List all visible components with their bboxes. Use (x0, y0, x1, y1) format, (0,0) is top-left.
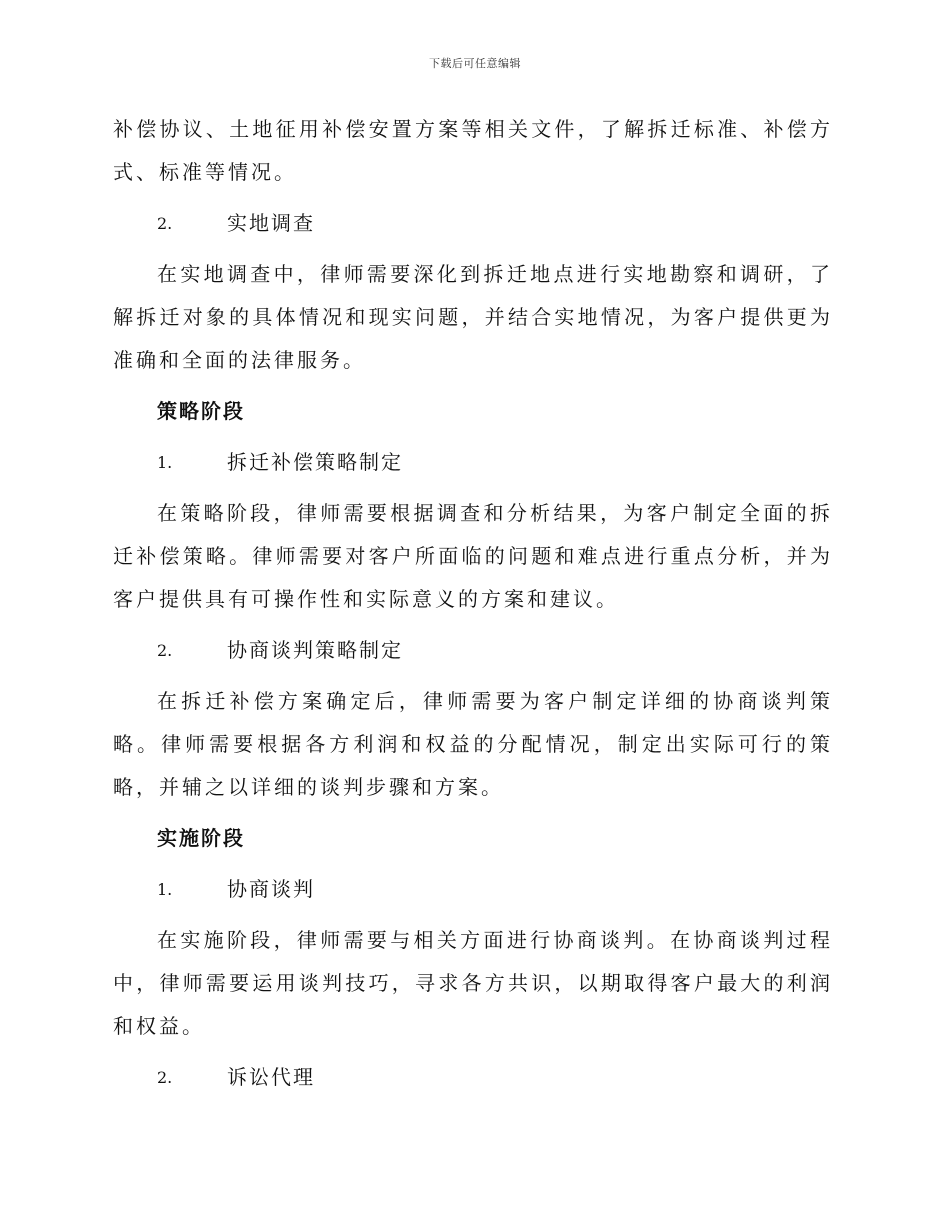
list-number: 1. (157, 453, 173, 472)
paragraph-negotiation-strategy: 在拆迁补偿方案确定后，律师需要为客户制定详细的协商谈判策略。律师需要根据各方利润和权益的分配情况，制定出实际可行的策略，并辅之以详细的谈判步骤和方案。 (113, 689, 833, 799)
list-number: 1. (157, 880, 173, 899)
section-heading-implementation: 实施阶段 (157, 826, 245, 850)
list-number: 2. (157, 214, 173, 233)
list-item-label: 协商谈判 (227, 877, 315, 901)
paragraph-implementation: 在实施阶段，律师需要与相关方面进行协商谈判。在协商谈判过程中，律师需要运用谈判技巧，寻求各方共识，以期取得客户最大的利润和权益。 (113, 928, 833, 1038)
list-item-negotiation-strategy (113, 629, 833, 672)
list-item-field-survey (113, 202, 833, 245)
paragraph-field-survey: 在实地调查中，律师需要深化到拆迁地点进行实地勘察和调研，了解拆迁对象的具体情况和现实问题，并结合实地情况，为客户提供更为准确和全面的法律服务。 (113, 262, 833, 372)
list-item-litigation (113, 1056, 833, 1099)
list-item-label: 协商谈判策略制定 (227, 638, 403, 662)
list-item-label: 实地调查 (227, 211, 315, 235)
list-item-label: 诉讼代理 (227, 1065, 315, 1089)
list-item-compensation-strategy (113, 441, 833, 484)
list-number: 2. (157, 1068, 173, 1087)
list-item-label: 拆迁补偿策略制定 (227, 450, 403, 474)
page-header: 下载后可任意编辑 (429, 57, 521, 70)
section-heading-strategy: 策略阶段 (157, 399, 245, 423)
document-body (113, 108, 833, 1107)
list-number: 2. (157, 641, 173, 660)
paragraph-compensation-docs: 补偿协议、土地征用补偿安置方案等相关文件，了解拆迁标准、补偿方式、标准等情况。 (113, 117, 833, 184)
paragraph-strategy: 在策略阶段，律师需要根据调查和分析结果，为客户制定全面的拆迁补偿策略。律师需要对客户所面临的问题和难点进行重点分析，并为客户提供具有可操作性和实际意义的方案和建议。 (113, 501, 833, 611)
list-item-negotiation (113, 868, 833, 911)
